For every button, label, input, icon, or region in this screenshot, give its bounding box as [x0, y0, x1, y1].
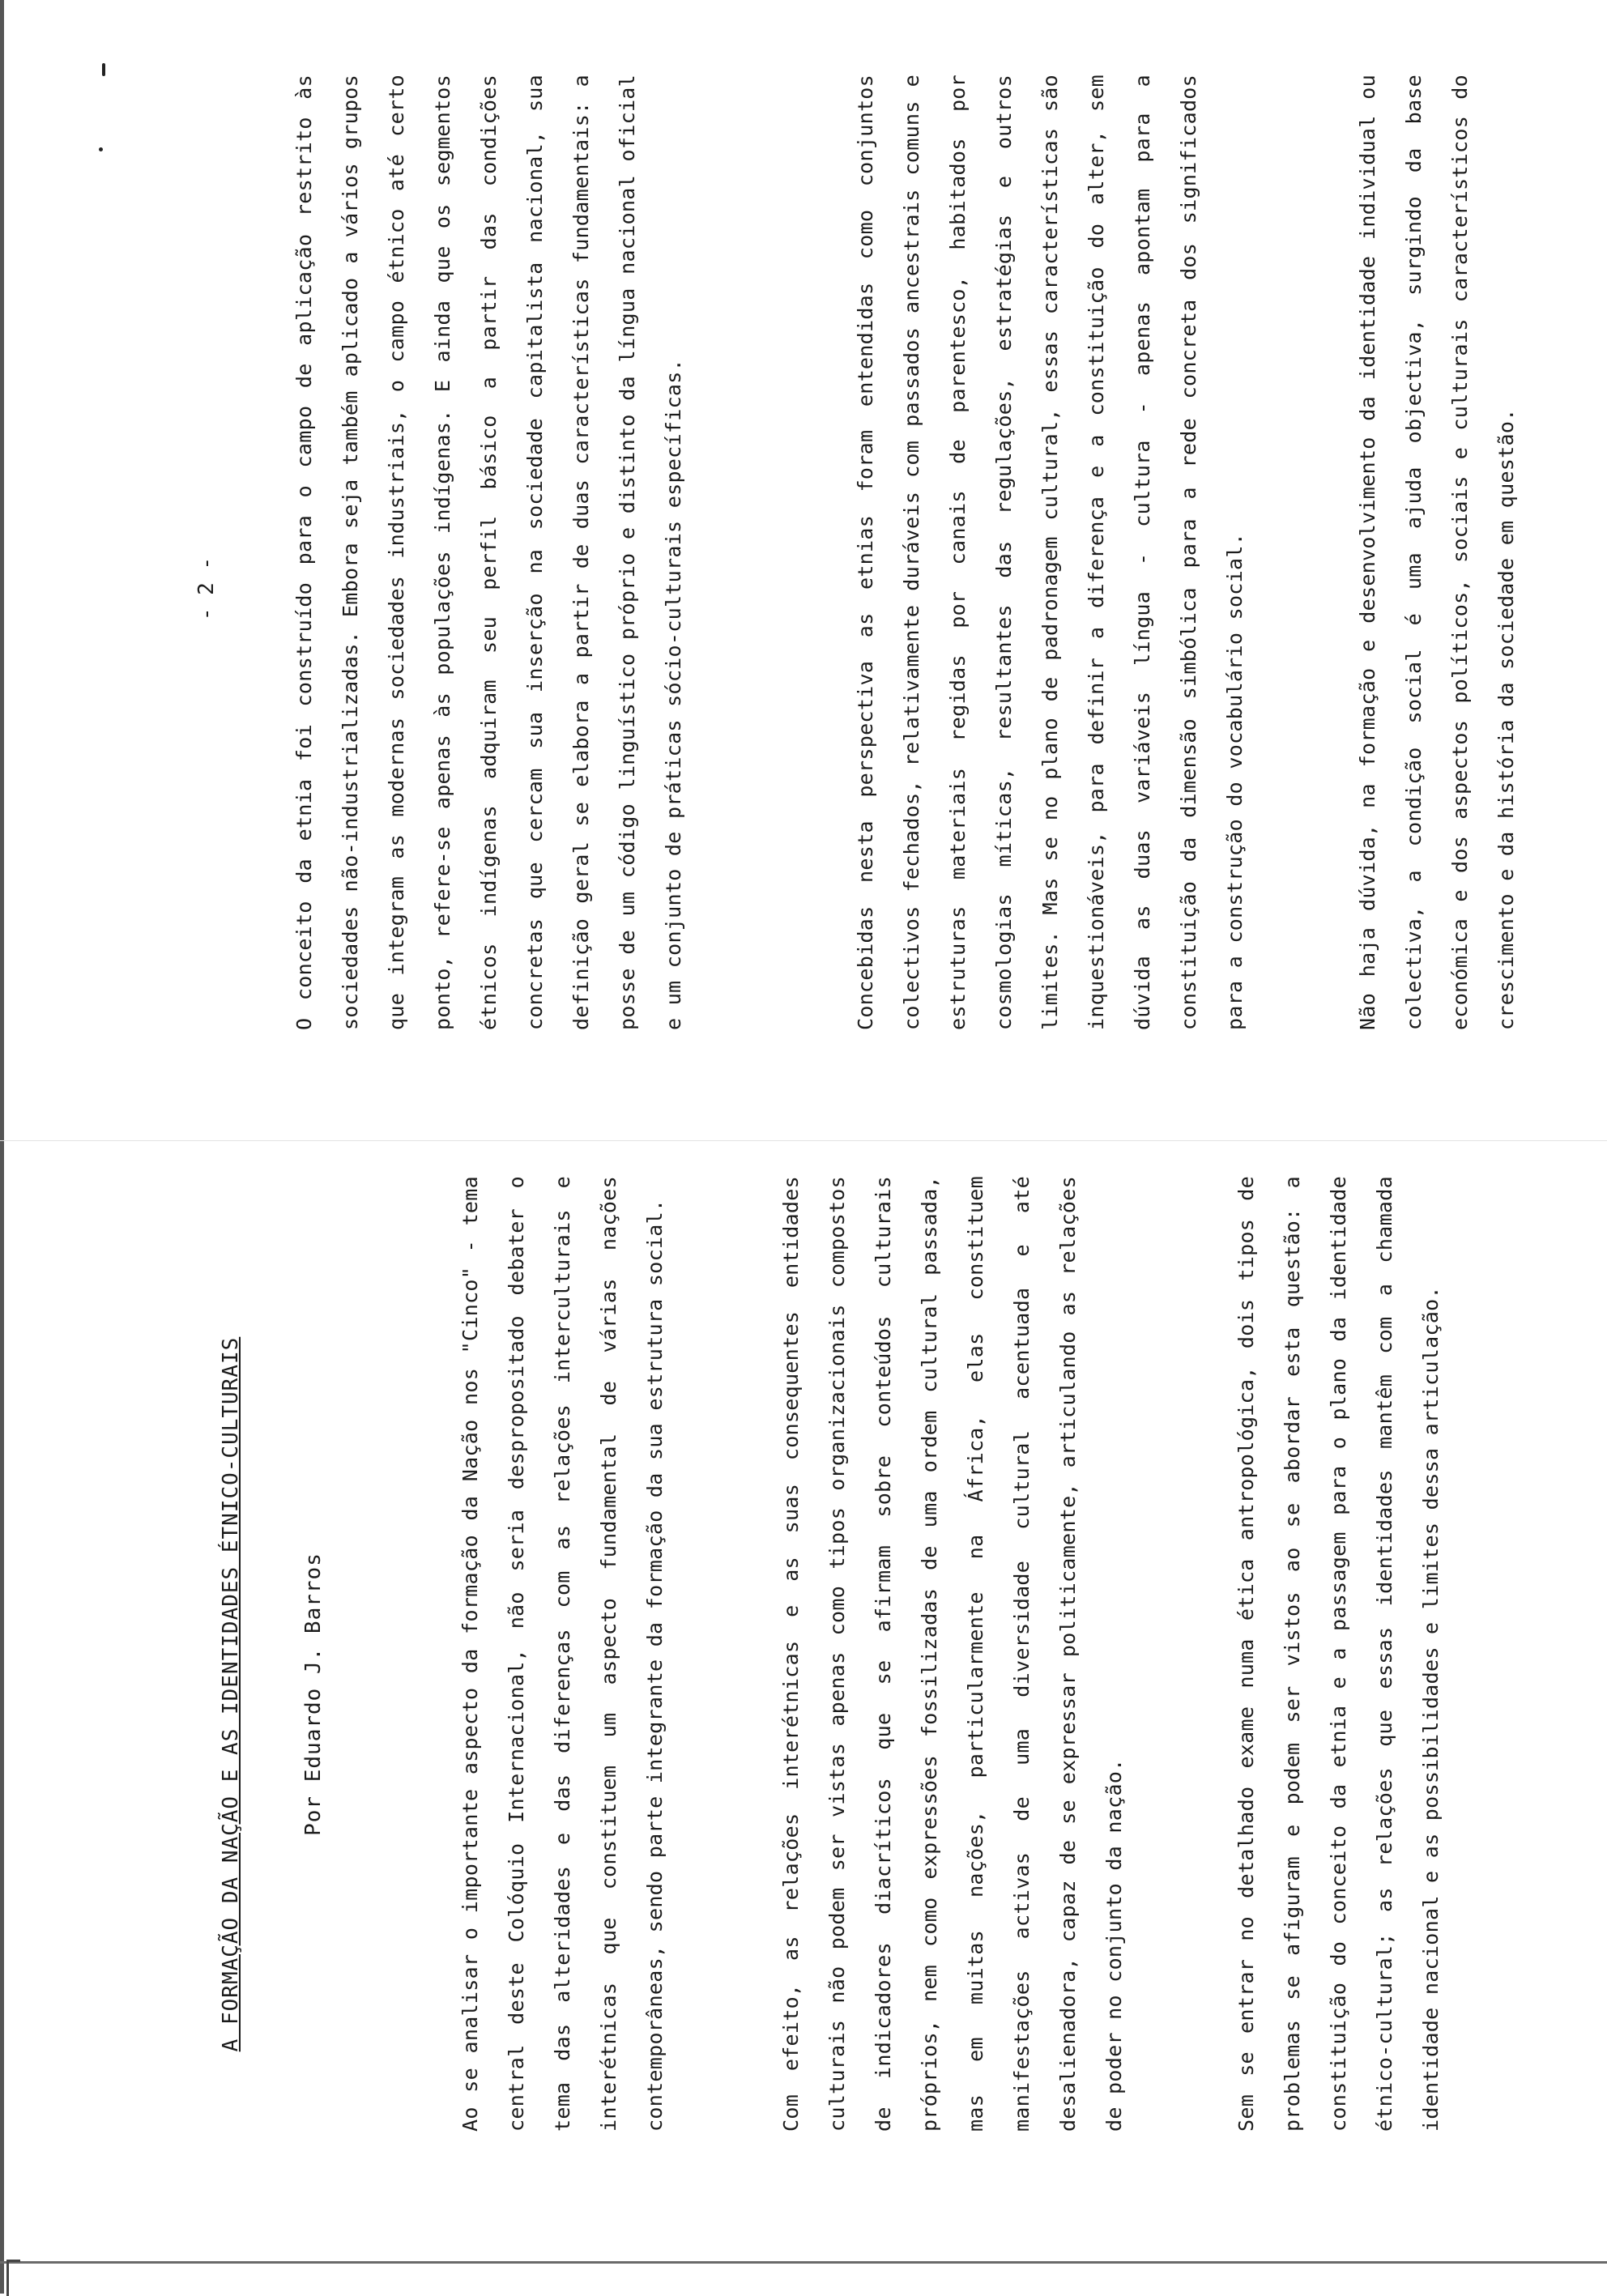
document-author: Por Eduardo J. Barros: [301, 1553, 326, 1836]
paragraph: Concebidas nesta perspectiva as etnias foram entendidas como conjuntos colectivos fechados, relativamente duráveis com passados ancestrais comuns e estruturas materiais regidas por canais de parentesco, habitados por cosmologias míticas, resultantes das regulações, estratégias e outros limites. Mas se no plano de padronagem cultural, essas características são inquestionáveis, para definir a diferença e a constituição do alter, sem dúvida as duas variáveis língua - cultura - apenas apontam para a constituição da dimensão simbólica para a rede concreta dos significados para a construção do vocabulário social.: [854, 75, 1247, 1030]
scan-corner-mark: [6, 2260, 20, 2296]
document-title: A FORMAÇÃO DA NAÇÃO E AS IDENTIDADES ÉTNICO-CULTURAIS: [219, 1336, 243, 2052]
page-number: - 2 -: [194, 556, 219, 621]
paragraph: O conceito da etnia foi construído para o campo de aplicação restrito às sociedades não-industrializadas. Embora seja também aplicado a vários grupos que integram as modernas sociedades industriais, o campo étnico até certo ponto, refere-se apenas às populações indígenas. E ainda que os segmentos étnicos indígenas adquiram seu perfil básico a partir das condições concretas que cercam sua inserção na sociedade capitalista nacional, sua definição geral se elabora a partir de duas características fundamentais: a posse de um código linguístico próprio e distinto da língua nacional oficial e um conjunto de práticas sócio-culturais específicas.: [292, 75, 685, 1030]
paragraph: Com efeito, as relações interétnicas e as suas consequentes entidades culturais não podem ser vistas apenas como tipos organizacionais compostos de indicadores diacríticos que se afirmam sobre conteúdos culturais próprios, nem como expressões fossilizadas de uma ordem cultural passada, mas em muitas nações, particularmente na África, elas constituem manifestações activas de uma diversidade cultural acentuada e até desalienadora, capaz de se expressar politicamente, articulando as relações de poder no conjunto da nação.: [779, 1176, 1126, 2132]
paragraph: Sem se entrar no detalhado exame numa ética antropológica, dois tipos de problemas se afiguram e podem ser vistos ao se abordar esta questão: a constituição do conceito da etnia e a passagem para o plano da identidade étnico-cultural; as relações que essas identidades mantêm com a chamada identidade nacional e as possibilidades e limites dessa articulação.: [1234, 1176, 1443, 2132]
paragraph: Não haja dúvida, na formação e desenvolvimento da identidade individual ou colectiva, a condição social é uma ajuda objectiva, surgindo da base económica e dos aspectos políticos, sociais e culturais característicos do crescimento e da história da sociedade em questão.: [1356, 75, 1518, 1030]
paragraph: Ao se analisar o importante aspecto da formação da Nação nos "Cinco" - tema central deste Colóquio Internacional, não seria despropositado debater o tema das alteridades e das diferenças com as relações interculturais e interétnicas que constituem um aspecto fundamental de várias nações contemporâneas, sendo parte integrante da formação da sua estrutura social.: [458, 1176, 667, 2132]
scan-bottom-edge: [0, 2261, 1607, 2264]
